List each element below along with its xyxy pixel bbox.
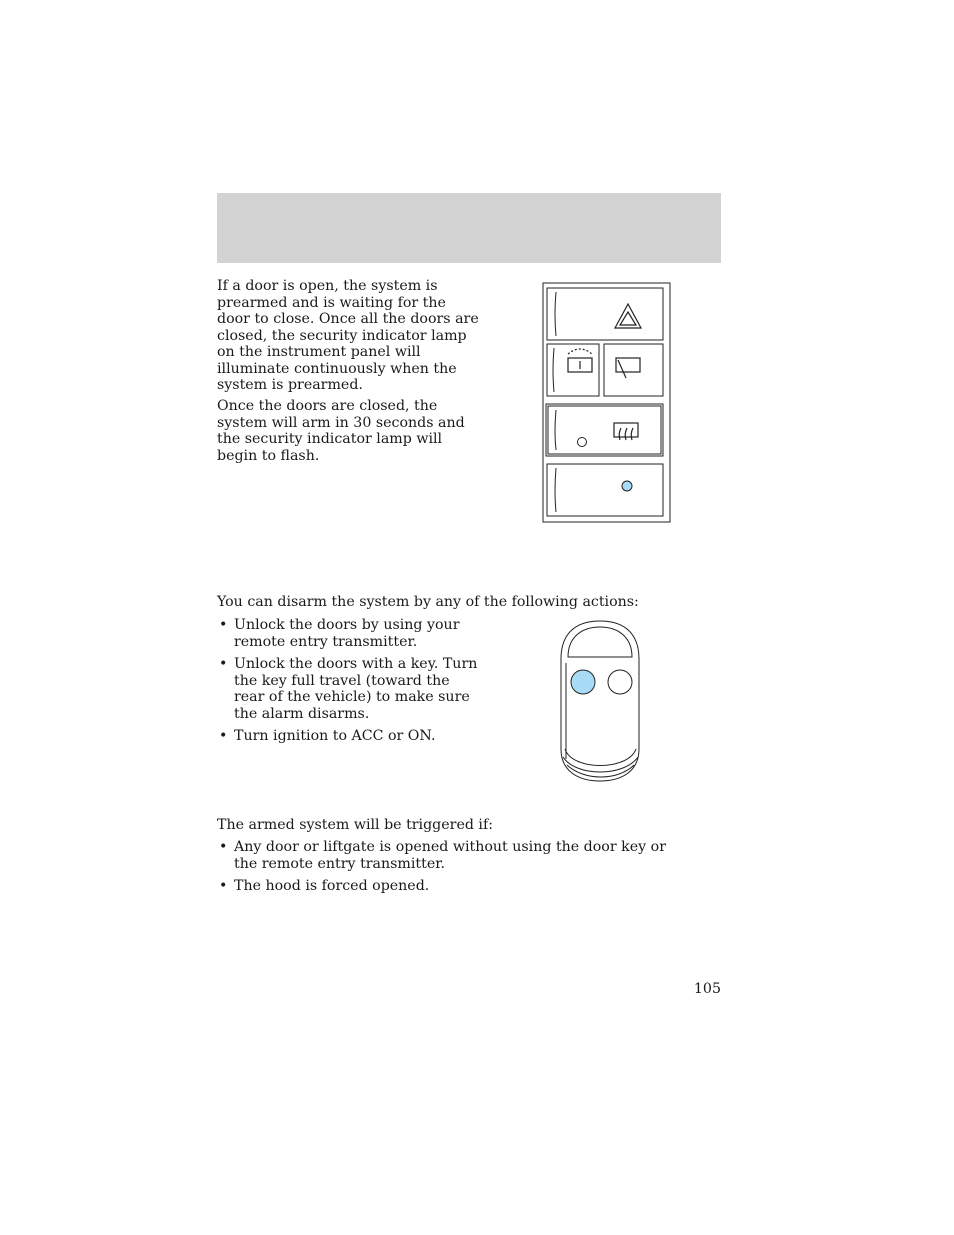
rear-wiper-icon [616,358,640,378]
section-header-band [217,193,721,263]
unlock-button-icon [571,670,595,694]
rear-defrost-icon [614,423,638,440]
prearmed-paragraph: If a door is open, the system is prearmed and is waiting for the door to close. Once all the doors are closed, the security indicator lamp on the instrument panel will illuminate continuously when the system is prearmed. [217,278,479,393]
list-item: • The hood is forced opened. [217,878,687,895]
lock-button-icon [608,670,632,694]
triggered-intro: The armed system will be triggered if: [217,817,493,833]
list-item: • Unlock the doors with a key. Turn the key full travel (toward the rear of the vehicle) to make sure the alarm disarms. [217,656,479,722]
trigger-conditions-list [217,839,687,901]
disarm-actions-list [217,617,479,751]
defrost-indicator-icon [578,438,587,447]
list-item: • Any door or liftgate is opened without using the door key or the remote entry transmitter. [217,839,687,872]
list-item: • Turn ignition to ACC or ON. [217,728,479,745]
page-number: 105 [693,981,721,997]
rear-washer-icon [568,349,592,372]
list-item: • Unlock the doors by using your remote entry transmitter. [217,617,479,650]
security-indicator-lamp-icon [622,481,632,491]
instrument-panel-switch-illustration [542,282,672,524]
remote-entry-transmitter-illustration [558,619,644,785]
hazard-triangle-icon [615,304,641,328]
arming-paragraph: Once the doors are closed, the system will arm in 30 seconds and the security indicator lamp will begin to flash. [217,398,465,464]
disarm-intro: You can disarm the system by any of the following actions: [217,594,639,610]
